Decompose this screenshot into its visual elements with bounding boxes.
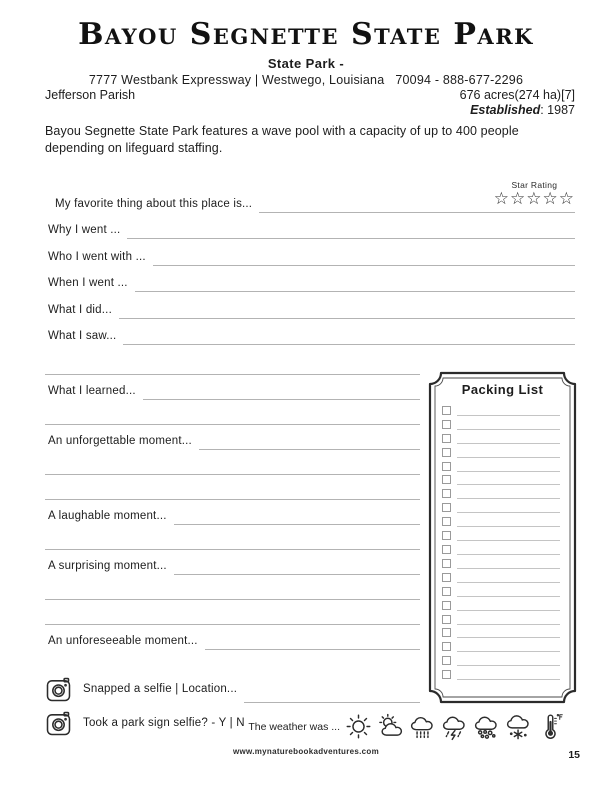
star-rating-caption: Star Rating <box>511 180 558 190</box>
packing-list-row <box>442 527 560 541</box>
park-type-subtitle: State Park - <box>267 56 345 71</box>
journal-row <box>45 475 420 500</box>
answer-line[interactable] <box>143 399 420 400</box>
answer-line[interactable] <box>45 599 420 600</box>
star-rating <box>494 180 575 208</box>
checkbox-icon[interactable] <box>442 587 451 596</box>
park-county: Jefferson Parish <box>45 88 136 102</box>
top-prompts <box>45 186 575 345</box>
star-row <box>494 191 575 208</box>
prompt-label: Who I went with ... <box>48 250 146 263</box>
journal-row <box>45 375 420 400</box>
journal-row <box>45 525 420 550</box>
weather-row <box>248 712 565 741</box>
star-icon[interactable]: ☆ <box>493 189 510 208</box>
prompt-label: What I saw... <box>48 330 117 342</box>
answer-line[interactable] <box>45 624 420 625</box>
packing-list-row <box>442 485 560 499</box>
prompt-label: A laughable moment... <box>48 510 167 522</box>
answer-line[interactable] <box>45 424 420 425</box>
checkbox-icon[interactable] <box>442 628 451 637</box>
packing-list-row <box>442 569 560 583</box>
park-established <box>0 102 612 117</box>
journal-row <box>45 600 420 625</box>
packing-list-row <box>442 597 560 611</box>
packing-list-title: Packing List <box>461 382 544 397</box>
camera-icon <box>45 676 72 703</box>
established-label: Established <box>470 103 541 117</box>
prompt-label: Why I went ... <box>48 224 121 236</box>
packing-list-row <box>442 513 560 527</box>
packing-rows <box>442 402 560 680</box>
checkbox-icon[interactable] <box>442 475 451 484</box>
thunderstorm-icon[interactable] <box>440 712 469 741</box>
prompt-label: What I did... <box>48 303 112 316</box>
star-icon[interactable]: ☆ <box>510 189 527 208</box>
checkbox-icon[interactable] <box>442 656 451 665</box>
checkbox-icon[interactable] <box>442 462 451 471</box>
page-number: 15 <box>568 749 580 761</box>
park-address: 7777 Westbank Expressway | Westwego, Louisiana 70094 - 888-677-2296 <box>88 73 524 87</box>
packing-list-row <box>442 666 560 680</box>
checkbox-icon[interactable] <box>442 545 451 554</box>
answer-line[interactable] <box>119 318 575 319</box>
journal-row <box>45 425 420 450</box>
journal-row <box>45 450 420 475</box>
partly-cloudy-icon[interactable] <box>376 712 405 741</box>
checkbox-icon[interactable] <box>442 615 451 624</box>
journal-prompt-row <box>45 213 575 240</box>
journal-row <box>45 550 420 575</box>
checkbox-icon[interactable] <box>442 531 451 540</box>
answer-line[interactable] <box>123 344 575 345</box>
park-description: Bayou Segnette State Park features a wave pool with a capacity of up to 400 people depending on lifeguard staffing. <box>45 124 519 155</box>
weather-label: The weather was ... <box>248 720 340 733</box>
answer-line[interactable] <box>45 474 420 475</box>
answer-line[interactable] <box>205 649 420 650</box>
packing-list-row <box>442 625 560 639</box>
packing-list-row <box>442 541 560 555</box>
journal-rows <box>45 350 420 650</box>
checkbox-icon[interactable] <box>442 642 451 651</box>
journal-section <box>45 350 575 744</box>
journal-row <box>45 625 420 650</box>
packing-list-row <box>442 652 560 666</box>
checkbox-icon[interactable] <box>442 489 451 498</box>
top-prompts-section <box>45 180 575 345</box>
answer-line[interactable] <box>45 374 420 375</box>
checkbox-icon[interactable] <box>442 406 451 415</box>
packing-list-row <box>442 444 560 458</box>
journal-left-column <box>45 350 420 737</box>
checkbox-icon[interactable] <box>442 517 451 526</box>
packing-list-row <box>442 638 560 652</box>
snow-icon[interactable] <box>504 712 533 741</box>
checkbox-icon[interactable] <box>442 559 451 568</box>
star-icon[interactable]: ☆ <box>526 189 543 208</box>
journal-row <box>45 575 420 600</box>
answer-line[interactable] <box>135 291 575 292</box>
journal-prompt-row <box>45 292 575 319</box>
packing-list-row <box>442 583 560 597</box>
answer-line[interactable] <box>244 702 420 703</box>
checkbox-icon[interactable] <box>442 420 451 429</box>
prompt-label: An unforgettable moment... <box>48 435 192 447</box>
selfie-location-row <box>45 672 420 706</box>
established-value: : 1987 <box>540 103 575 117</box>
selfie-location-label: Snapped a selfie | Location... <box>83 683 238 695</box>
weather-icons <box>344 712 565 741</box>
packing-list-row <box>442 416 560 430</box>
checkbox-icon[interactable] <box>442 670 451 679</box>
checkbox-icon[interactable] <box>442 573 451 582</box>
answer-line[interactable] <box>45 549 420 550</box>
packing-list-row <box>442 499 560 513</box>
answer-line[interactable] <box>127 238 575 239</box>
packing-list-row <box>442 430 560 444</box>
checkbox-icon[interactable] <box>442 448 451 457</box>
answer-line[interactable] <box>174 574 420 575</box>
journal-prompt-row <box>45 319 575 346</box>
park-area: 676 acres(274 ha)[7] <box>459 88 575 102</box>
checkbox-icon[interactable] <box>442 503 451 512</box>
star-icon[interactable]: ☆ <box>542 189 559 208</box>
answer-line[interactable] <box>153 265 575 266</box>
sun-icon[interactable] <box>344 712 373 741</box>
journal-row <box>45 350 420 375</box>
answer-line[interactable] <box>259 212 575 213</box>
packing-item-line[interactable] <box>457 679 560 680</box>
star-icon[interactable]: ☆ <box>558 189 575 208</box>
journal-row <box>45 500 420 525</box>
camera-icon <box>45 710 72 737</box>
checkbox-icon[interactable] <box>442 434 451 443</box>
packing-list-row <box>442 611 560 625</box>
prompt-label: An unforeseeable moment... <box>48 635 198 647</box>
journal-row <box>45 400 420 425</box>
packing-list-row <box>442 402 560 416</box>
park-sign-selfie-label[interactable]: Took a park sign selfie? - Y | N <box>83 717 245 729</box>
packing-list-row <box>442 458 560 472</box>
answer-line[interactable] <box>45 499 420 500</box>
checkbox-icon[interactable] <box>442 601 451 610</box>
website-url: www.mynaturebookadventures.com <box>232 747 380 756</box>
journal-prompt-row <box>45 266 575 293</box>
packing-list-row <box>442 555 560 569</box>
sleet-icon[interactable] <box>472 712 501 741</box>
prompt-label: What I learned... <box>48 385 136 397</box>
answer-line[interactable] <box>199 449 420 450</box>
page-title: Bayou Segnette State Park <box>78 17 534 52</box>
packing-list <box>428 371 577 704</box>
packing-list-row <box>442 472 560 486</box>
thermometer-icon[interactable] <box>536 712 565 741</box>
answer-line[interactable] <box>174 524 420 525</box>
prompt-label: A surprising moment... <box>48 560 167 572</box>
rain-icon[interactable] <box>408 712 437 741</box>
prompt-label: My favorite thing about this place is... <box>55 197 253 210</box>
journal-prompt-row <box>45 239 575 266</box>
prompt-label: When I went ... <box>48 277 128 289</box>
